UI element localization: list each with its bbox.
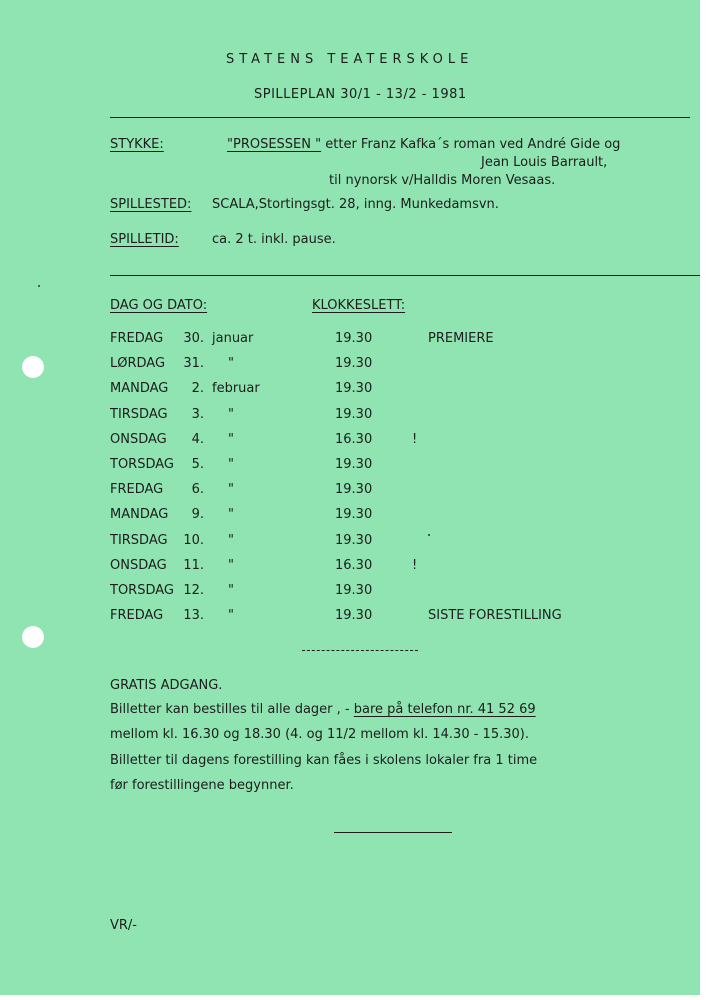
row-month: " bbox=[228, 583, 234, 598]
signature: VR/- bbox=[110, 918, 137, 933]
row-date-number: 30. bbox=[183, 331, 204, 346]
ticket-line-1 bbox=[110, 702, 536, 717]
row-date-number: 2. bbox=[191, 381, 204, 396]
play-line-1-rest: etter Franz Kafka´s roman ved André Gide og bbox=[325, 137, 621, 152]
row-time: 19.30 bbox=[335, 533, 373, 548]
row-month: februar bbox=[212, 381, 260, 396]
row-note: ! bbox=[412, 432, 418, 447]
play-title: "PROSESSEN " bbox=[227, 137, 322, 152]
row-month: " bbox=[228, 457, 234, 472]
punch-hole bbox=[22, 626, 44, 648]
ticket-line-4: før forestillingene begynner. bbox=[110, 778, 294, 793]
ticket-line-1-text: Billetter kan bestilles til alle dager , - bbox=[110, 702, 354, 717]
row-date-number: 5. bbox=[191, 457, 204, 472]
row-date-number: 9. bbox=[191, 507, 204, 522]
row-time: 19.30 bbox=[335, 331, 373, 346]
row-time: 19.30 bbox=[335, 381, 373, 396]
row-day: LØRDAG bbox=[110, 356, 166, 371]
row-time: 19.30 bbox=[335, 583, 373, 598]
paper-speck bbox=[38, 285, 40, 287]
row-date-number: 10. bbox=[183, 533, 204, 548]
row-month: " bbox=[228, 533, 234, 548]
row-month: " bbox=[228, 608, 234, 623]
spillested-label: SPILLESTED: bbox=[110, 197, 192, 212]
row-date-number: 3. bbox=[191, 407, 204, 422]
gratis-adgang: GRATIS ADGANG. bbox=[110, 678, 223, 693]
row-month: " bbox=[228, 407, 234, 422]
middle-divider bbox=[110, 275, 700, 276]
row-note: SISTE FORESTILLING bbox=[428, 608, 562, 623]
row-date-number: 12. bbox=[183, 583, 204, 598]
row-time: 19.30 bbox=[335, 457, 373, 472]
play-line-1 bbox=[227, 137, 620, 152]
spilletid-value: ca. 2 t. inkl. pause. bbox=[212, 232, 336, 247]
table-end-divider bbox=[302, 650, 418, 651]
row-note: ! bbox=[412, 558, 418, 573]
row-day: FREDAG bbox=[110, 482, 164, 497]
top-divider bbox=[110, 117, 690, 118]
row-time: 19.30 bbox=[335, 356, 373, 371]
row-date-number: 11. bbox=[183, 558, 204, 573]
row-date-number: 31. bbox=[183, 356, 204, 371]
row-month: " bbox=[228, 432, 234, 447]
spilletid-label: SPILLETID: bbox=[110, 232, 179, 247]
phone-number: bare på telefon nr. 41 52 69 bbox=[353, 702, 536, 717]
row-time: 19.30 bbox=[335, 608, 373, 623]
row-day: FREDAG bbox=[110, 331, 164, 346]
day-column-header: DAG OG DATO: bbox=[110, 298, 208, 313]
row-month: " bbox=[228, 507, 234, 522]
row-time: 19.30 bbox=[335, 482, 373, 497]
paper-speck bbox=[428, 534, 430, 536]
row-time: 19.30 bbox=[335, 507, 373, 522]
row-month: " bbox=[228, 482, 234, 497]
ticket-line-3: Billetter til dagens forestilling kan fåes i skolens lokaler fra 1 time bbox=[110, 753, 538, 768]
row-date-number: 13. bbox=[183, 608, 204, 623]
row-month: januar bbox=[212, 331, 254, 346]
schedule-title: SPILLEPLAN 30/1 - 13/2 - 1981 bbox=[254, 87, 467, 102]
row-time: 16.30 bbox=[335, 558, 373, 573]
school-title: STATENS TEATERSKOLE bbox=[226, 52, 474, 67]
row-day: MANDAG bbox=[110, 381, 169, 396]
row-date-number: 6. bbox=[191, 482, 204, 497]
ticket-line-2: mellom kl. 16.30 og 18.30 (4. og 11/2 mellom kl. 14.30 - 15.30). bbox=[110, 727, 529, 742]
time-column-header: KLOKKESLETT: bbox=[312, 298, 406, 313]
row-day: TORSDAG bbox=[110, 583, 174, 598]
play-line-3: til nynorsk v/Halldis Moren Vesaas. bbox=[329, 173, 556, 188]
row-date-number: 4. bbox=[191, 432, 204, 447]
row-day: ONSDAG bbox=[110, 432, 167, 447]
punch-hole bbox=[22, 356, 44, 378]
row-time: 16.30 bbox=[335, 432, 373, 447]
row-day: TIRSDAG bbox=[110, 533, 168, 548]
row-day: TIRSDAG bbox=[110, 407, 168, 422]
spillested-value: SCALA,Stortingsgt. 28, inng. Munkedamsvn. bbox=[212, 197, 499, 212]
row-day: ONSDAG bbox=[110, 558, 167, 573]
stykke-label: STYKKE: bbox=[110, 137, 164, 152]
row-day: TORSDAG bbox=[110, 457, 174, 472]
footer-divider bbox=[334, 832, 452, 833]
row-month: " bbox=[228, 356, 234, 371]
play-line-2: Jean Louis Barrault, bbox=[481, 155, 608, 170]
row-note: PREMIERE bbox=[428, 331, 494, 346]
row-month: " bbox=[228, 558, 234, 573]
row-day: MANDAG bbox=[110, 507, 169, 522]
row-time: 19.30 bbox=[335, 407, 373, 422]
row-day: FREDAG bbox=[110, 608, 164, 623]
